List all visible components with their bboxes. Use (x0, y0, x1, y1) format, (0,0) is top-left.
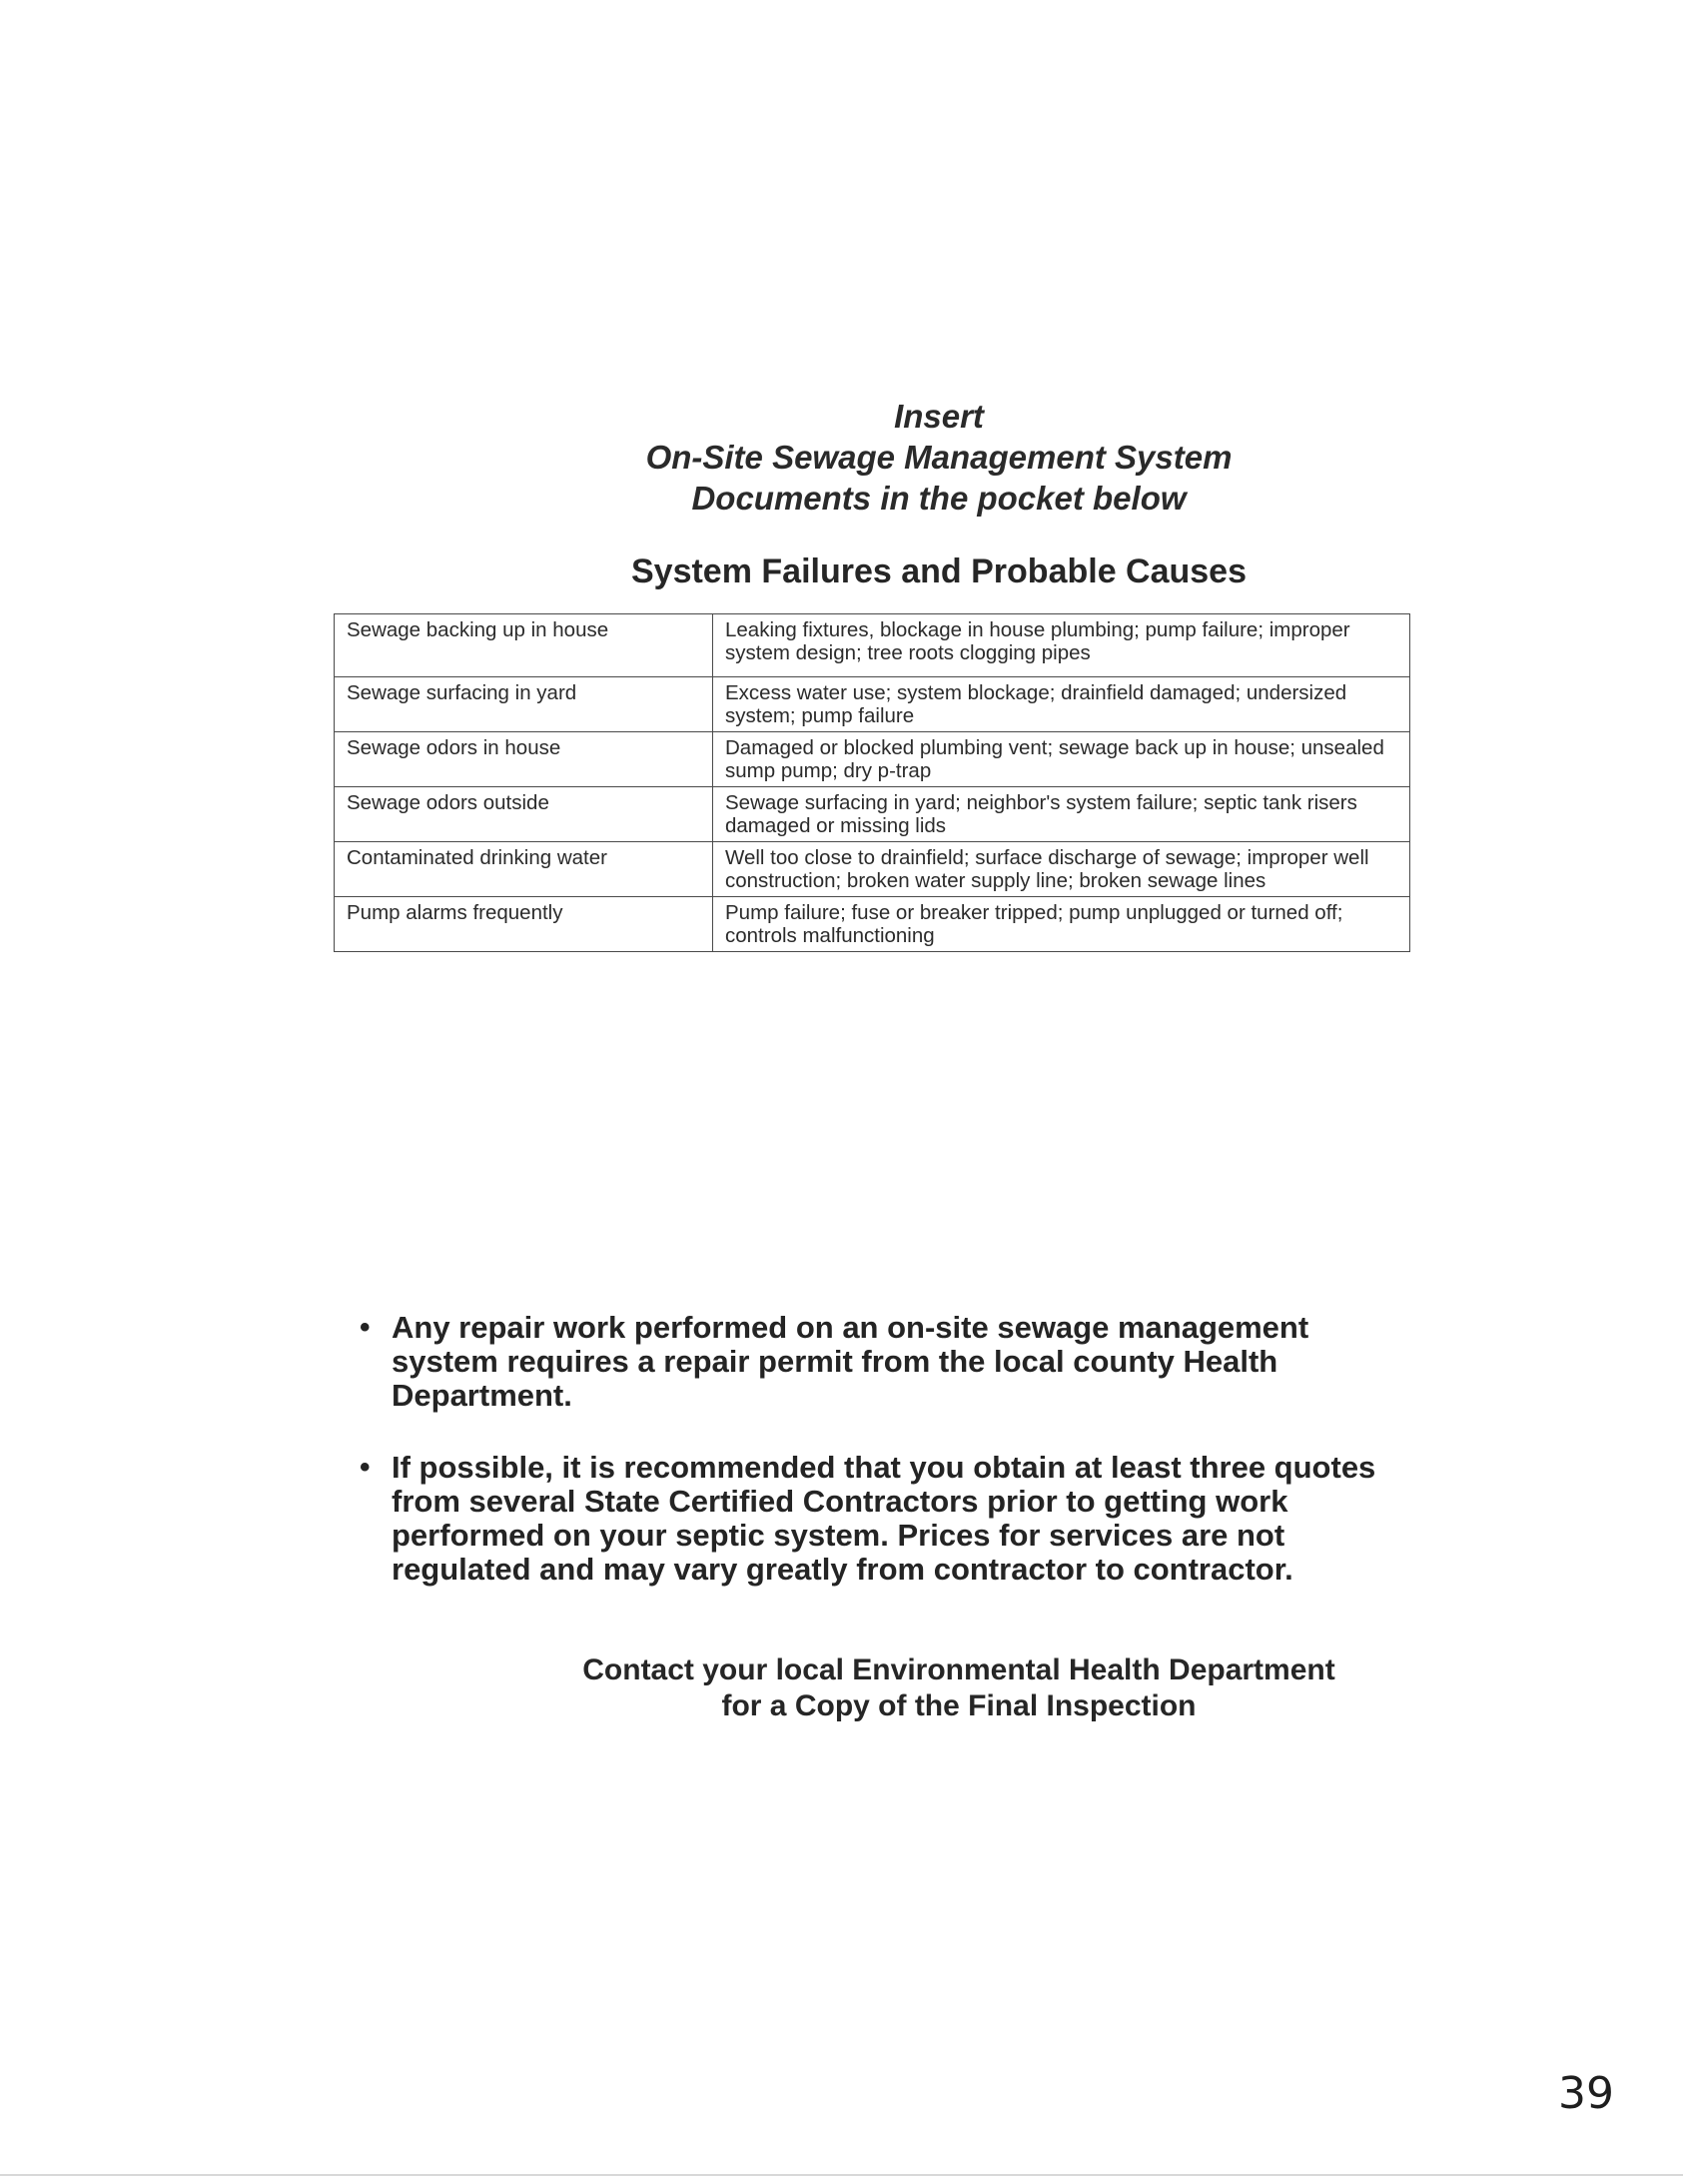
page-number: 39 (1558, 2068, 1614, 2119)
table-row (335, 842, 1410, 897)
bottom-divider (0, 2174, 1683, 2176)
symptom-cell: Contaminated drinking water (335, 842, 713, 897)
note-text: If possible, it is recommended that you obtain at least three quotes from several State Certified Contractors prior to getting work performed on your septic system. Prices for services are not regulated and may vary greatly from contractor to contractor. (392, 1451, 1376, 1587)
contact-note (539, 1652, 1378, 1724)
causes-cell: Pump failure; fuse or breaker tripped; pump unplugged or turned off; controls malfunctioning (713, 897, 1410, 952)
list-item (360, 1451, 1418, 1587)
symptom-cell: Sewage odors outside (335, 787, 713, 842)
symptom-cell: Sewage backing up in house (335, 614, 713, 677)
note-text: Any repair work performed on an on-site sewage management system requires a repair permit from the local county Health Department. (392, 1311, 1309, 1413)
symptom-cell: Sewage surfacing in yard (335, 677, 713, 732)
insert-heading-line-2: On-Site Sewage Management System (645, 439, 1233, 476)
causes-cell: Sewage surfacing in yard; neighbor's system failure; septic tank risers damaged or missing lids (713, 787, 1410, 842)
table-row (335, 614, 1410, 677)
causes-cell: Excess water use; system blockage; drainfield damaged; undersized system; pump failure (713, 677, 1410, 732)
list-item (360, 1311, 1418, 1413)
contact-line-2: for a Copy of the Final Inspection (721, 1689, 1197, 1722)
table-row (335, 897, 1410, 952)
symptom-cell: Sewage odors in house (335, 732, 713, 787)
table-title: System Failures and Probable Causes (630, 552, 1248, 590)
contact-line-1: Contact your local Environmental Health Department (582, 1653, 1335, 1686)
insert-heading-line-1: Insert (894, 398, 984, 435)
failures-table (334, 613, 1410, 952)
table-row (335, 732, 1410, 787)
causes-cell: Damaged or blocked plumbing vent; sewage back up in house; unsealed sump pump; dry p-trap (713, 732, 1410, 787)
symptom-cell: Pump alarms frequently (335, 897, 713, 952)
causes-cell: Leaking fixtures, blockage in house plumbing; pump failure; improper system design; tree roots clogging pipes (713, 614, 1410, 677)
causes-cell: Well too close to drainfield; surface discharge of sewage; improper well construction; broken water supply line; broken sewage lines (713, 842, 1410, 897)
insert-heading (559, 396, 1318, 519)
table-row (335, 787, 1410, 842)
insert-heading-line-3: Documents in the pocket below (691, 480, 1187, 517)
table-row (335, 677, 1410, 732)
bullet-icon: • (360, 1451, 371, 1484)
notes-list (360, 1311, 1418, 1625)
bullet-icon: • (360, 1311, 371, 1344)
